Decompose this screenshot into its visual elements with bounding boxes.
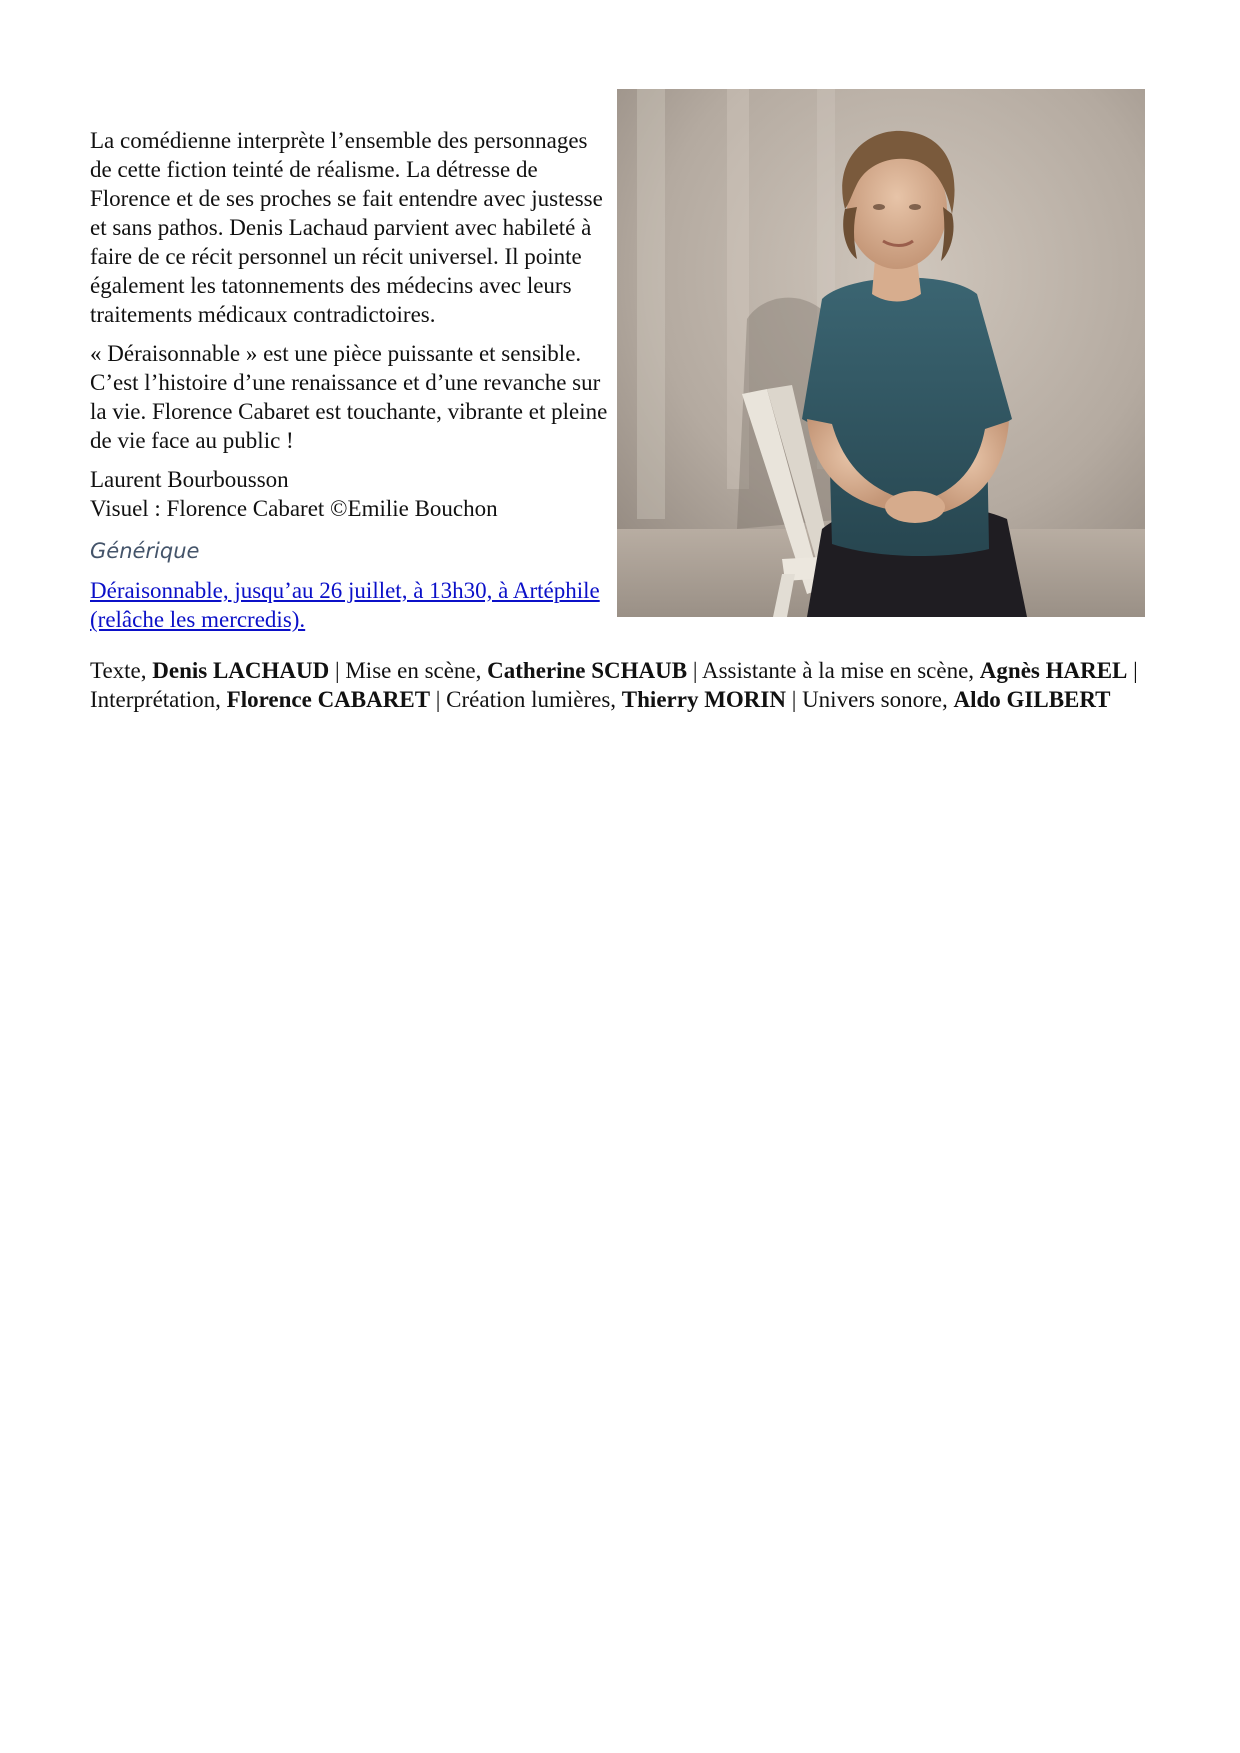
credit-name: Thierry MORIN xyxy=(621,687,786,712)
credits-line xyxy=(90,656,1150,714)
credit-name: Aldo GILBERT xyxy=(953,687,1111,712)
credit-role: | Création lumières, xyxy=(430,687,622,712)
author-name: Laurent Bourbousson xyxy=(90,467,289,492)
credit-role: | Assistante à la mise en scène, xyxy=(687,658,980,683)
show-info-link[interactable]: Déraisonnable, jusqu’au 26 juillet, à 13h30, à Artéphile (relâche les mercredis). xyxy=(90,578,600,632)
credit-role: Texte, xyxy=(90,658,153,683)
woman-seated-on-chair-photo xyxy=(617,89,1145,617)
credit-name: Catherine SCHAUB xyxy=(487,658,688,683)
article-body xyxy=(90,126,612,634)
article-paragraph-2: « Déraisonnable » est une pièce puissante et sensible. C’est l’histoire d’une renaissance et d’une revanche sur la vie. Florence Cabaret est touchante, vibrante et pleine de vie face au public ! xyxy=(90,341,608,453)
credit-name: Florence CABARET xyxy=(226,687,431,712)
credit-role: | Interprétation, xyxy=(90,658,1138,712)
article-signature xyxy=(90,465,612,523)
credit-name: Denis LACHAUD xyxy=(152,658,330,683)
credit-name: Agnès HAREL xyxy=(979,658,1128,683)
credit-role: | Univers sonore, xyxy=(785,687,954,712)
section-heading-generique: Générique xyxy=(90,539,200,563)
credit-role: | Mise en scène, xyxy=(329,658,488,683)
visual-credit: Visuel : Florence Cabaret ©Emilie Bouchon xyxy=(90,496,498,521)
article-paragraph-1: La comédienne interprète l’ensemble des personnages de cette fiction teinté de réalisme. La détresse de Florence et de ses proches se fait entendre avec justesse et sans pathos. Denis Lachaud parvient avec habileté à faire de ce récit personnel un récit universel. Il pointe également les tatonnements des médecins avec leurs traitements médicaux contradictoires. xyxy=(90,128,603,327)
